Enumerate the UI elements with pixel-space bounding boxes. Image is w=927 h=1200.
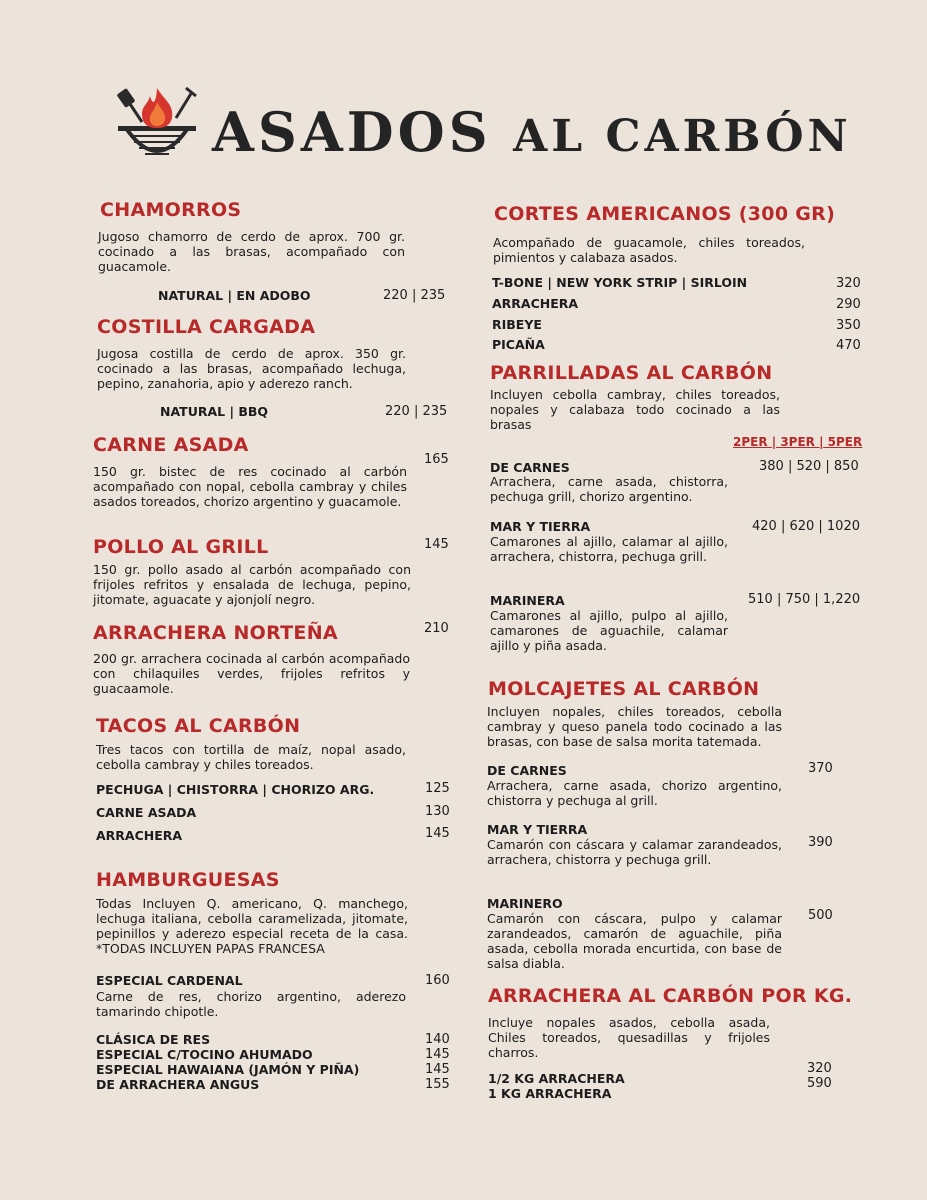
item-price: 220 | 235 <box>383 288 446 303</box>
size-header: 2PER | 3PER | 5PER <box>733 435 863 449</box>
item-price: 160 <box>425 973 450 988</box>
item-name: NATURAL | EN ADOBO <box>158 288 311 303</box>
item-name: MARINERA <box>490 593 565 608</box>
item-name: DE ARRACHERA ANGUS <box>96 1077 260 1092</box>
section-title-pollo: POLLO AL GRILL <box>93 536 269 558</box>
item-price: 145 <box>425 1047 450 1062</box>
description: Incluyen cebolla cambray, chiles toreados, nopales y calabaza todo cocinado a las brasas <box>490 387 780 432</box>
item-name: NATURAL | BBQ <box>160 404 269 419</box>
section-title-hamburguesas: HAMBURGUESAS <box>96 869 280 891</box>
description: Camarón con cáscara, pulpo y calamar zarandeados, camarón de aguachile, piña asada, cebolla morada encurtida, con base de salsa diabla. <box>487 911 782 971</box>
description: Jugoso chamorro de cerdo de aprox. 700 gr. cocinado a las brasas, acompañado con guacamole. <box>98 229 405 274</box>
item-name: ESPECIAL CARDENAL <box>96 973 243 988</box>
item-name: 1 KG ARRACHERA <box>488 1086 612 1101</box>
description: Camarones al ajillo, pulpo al ajillo, camarones de aguachile, calamar ajillo y piña asada. <box>490 608 728 653</box>
item-name: RIBEYE <box>492 317 542 332</box>
item-name: MARINERO <box>487 896 563 911</box>
item-name: MAR Y TIERRA <box>487 822 588 837</box>
item-name: ESPECIAL C/TOCINO AHUMADO <box>96 1047 313 1062</box>
item-price: 290 <box>836 297 861 312</box>
section-title-parrilladas: PARRILLADAS AL CARBÓN <box>490 362 773 384</box>
item-price: 370 <box>808 761 833 776</box>
section-title-chamorros: CHAMORROS <box>100 199 242 221</box>
description: Acompañado de guacamole, chiles toreados, pimientos y calabaza asados. <box>493 235 805 265</box>
item-price: 130 <box>425 804 450 819</box>
item-price: 140 <box>425 1032 450 1047</box>
section-title-carne-asada: CARNE ASADA <box>93 434 249 456</box>
item-name: ESPECIAL HAWAIANA (JAMÓN Y PIÑA) <box>96 1062 360 1077</box>
description: Todas Incluyen Q. americano, Q. manchego, lechuga italiana, cebolla caramelizada, jitomate, pepinillos y aderezo especial receta de la casa. *TODAS INCLUYEN PAPAS FRANCESA <box>96 896 408 956</box>
description: 150 gr. bistec de res cocinado al carbón acompañado con nopal, cebolla cambray y chiles asados toreados, chorizo argentino y guacamole. <box>93 464 407 509</box>
section-title-costilla: COSTILLA CARGADA <box>97 316 316 338</box>
item-name: MAR Y TIERRA <box>490 519 591 534</box>
item-name: CLÁSICA DE RES <box>96 1032 211 1047</box>
item-price: 320 <box>807 1061 832 1076</box>
section-title-tacos: TACOS AL CARBÓN <box>96 715 301 737</box>
item-name: PECHUGA | CHISTORRA | CHORIZO ARG. <box>96 782 375 797</box>
item-price: 145 <box>425 1062 450 1077</box>
description: Carne de res, chorizo argentino, aderezo tamarindo chipotle. <box>96 989 406 1019</box>
item-price: 320 <box>836 276 861 291</box>
item-name: 1/2 KG ARRACHERA <box>488 1071 625 1086</box>
description: Camarón con cáscara y calamar zarandeados, arrachera, chistorra y pechuga grill. <box>487 837 782 867</box>
section-title-cortes: CORTES AMERICANOS (300 GR) <box>494 203 836 225</box>
item-name: DE CARNES <box>490 460 570 475</box>
description: Camarones al ajillo, calamar al ajillo, arrachera, chistorra, pechuga grill. <box>490 534 728 564</box>
item-price: 125 <box>425 781 450 796</box>
item-price: 350 <box>836 318 861 333</box>
item-name: ARRACHERA <box>492 296 579 311</box>
description: Jugosa costilla de cerdo de aprox. 350 gr. cocinado a las brasas, acompañado lechuga, pepino, zanahoria, apio y aderezo ranch. <box>97 346 406 391</box>
logo <box>112 86 202 166</box>
item-price: 470 <box>836 338 861 353</box>
item-price: 145 <box>425 826 450 841</box>
item-price: 210 <box>424 621 449 636</box>
description: Arrachera, carne asada, chistorra, pechuga grill, chorizo argentino. <box>490 474 728 504</box>
item-price: 145 <box>424 537 449 552</box>
item-name: PICAÑA <box>492 337 545 352</box>
item-price: 510 | 750 | 1,220 <box>748 592 861 607</box>
item-price: 165 <box>424 452 449 467</box>
item-name: ARRACHERA <box>96 828 183 843</box>
item-price: 590 <box>807 1076 832 1091</box>
description: 150 gr. pollo asado al carbón acompañado con frijoles refritos y ensalada de lechuga, pepino, jitomate, aguacate y ajonjolí negro. <box>93 562 411 607</box>
item-name: DE CARNES <box>487 763 567 778</box>
item-name: CARNE ASADA <box>96 805 197 820</box>
section-title-arrachera-kg: ARRACHERA AL CARBÓN POR KG. <box>488 985 853 1007</box>
description: Tres tacos con tortilla de maíz, nopal asado, cebolla cambray y chiles toreados. <box>96 742 406 772</box>
grill-flame-icon <box>112 86 202 166</box>
description: Incluyen nopales, chiles toreados, cebolla cambray y queso panela todo cocinado a las brasas, con base de salsa morita tatemada. <box>487 704 782 749</box>
section-title-arrachera: ARRACHERA NORTEÑA <box>93 622 338 644</box>
item-price: 155 <box>425 1077 450 1092</box>
description: Arrachera, carne asada, chorizo argentino, chistorra y pechuga al grill. <box>487 778 782 808</box>
description: 200 gr. arrachera cocinada al carbón acompañado con chilaquiles verdes, frijoles refritos y guacaamole. <box>93 651 410 696</box>
item-price: 420 | 620 | 1020 <box>752 519 860 534</box>
page-title: ASADOS AL CARBÓN <box>212 100 852 164</box>
item-price: 390 <box>808 835 833 850</box>
item-price: 500 <box>808 908 833 923</box>
item-price: 220 | 235 <box>385 404 448 419</box>
section-title-molcajetes: MOLCAJETES AL CARBÓN <box>488 678 760 700</box>
item-price: 380 | 520 | 850 <box>759 459 859 474</box>
item-name: T-BONE | NEW YORK STRIP | SIRLOIN <box>492 275 748 290</box>
description: Incluye nopales asados, cebolla asada, Chiles toreados, quesadillas y frijoles charros. <box>488 1015 770 1060</box>
